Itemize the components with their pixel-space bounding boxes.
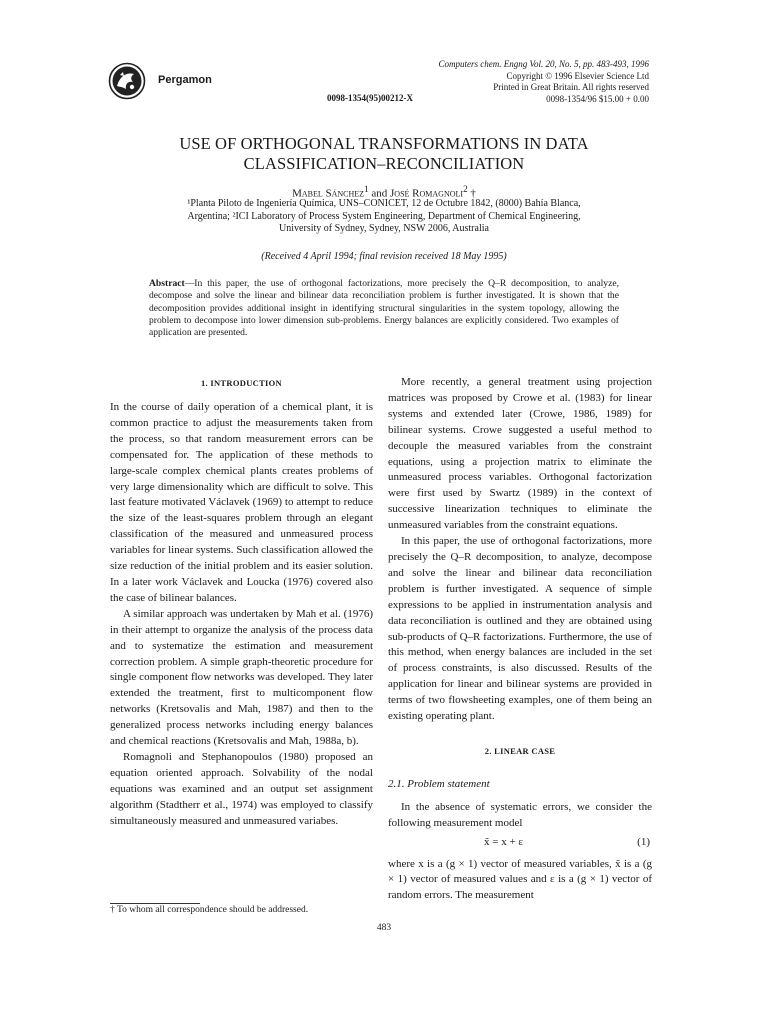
printed-line: Printed in Great Britain. All rights reserved <box>493 82 649 92</box>
title-line: CLASSIFICATION–RECONCILIATION <box>243 154 525 173</box>
author-conjunction: and <box>371 187 388 200</box>
paragraph: More recently, a general treatment using projection matrices was proposed by Crowe et al. (1983) for linear systems and extended later (Crowe, 1986, 1989) for bilinear systems. Crowe suggested a useful method to decouple the measured variables from the constraint equations, using a projection matrix to eliminate the unmeasured process variables. Orthogonal factorization were first used by Swartz (1989) in the context of successive linearization techniques to eliminate the unmeasured variables from the constraint equations. <box>388 376 652 532</box>
publisher-name: Pergamon <box>158 74 212 86</box>
affiliations <box>150 198 618 236</box>
received-dates: (Received 4 April 1994; final revision received 18 May 1995) <box>261 251 507 262</box>
subsection-heading: 2.1. Problem statement <box>388 777 490 790</box>
paragraph: In this paper, the use of orthogonal factorizations, more precisely the Q–R decomposition, to analyze, decompose and solve the linear and bilinear data reconciliation problem is further investigated. A sequence of simple expressions to be applied in instrumentation analysis and data reconciliation is outlined and they are obtained using sub-products of Q–R factorizations. Furthermore, the use of this method, when energy balances are included in the set of process constraints, is also discussed. Results of the application for linear and bilinear systems are provided in terms of two flowsheeting examples, one of them being an existing operating plant. <box>388 535 652 723</box>
right-column <box>388 375 652 904</box>
abstract-text: —In this paper, the use of orthogonal factorizations, more precisely the Q–R decomposition, to analyze, decompose and solve the linear and bilinear data reconciliation problem is further investigated. It is shown that the decomposition provides additional insight in identifying structural singularities in the system topology, allowing the problem to decompose into lower dimension sub-problems. Energy balances are explicitly considered. Two examples of application are presented. <box>149 278 619 339</box>
abstract-label: Abstract <box>149 278 185 289</box>
copyright-line: Copyright © 1996 Elsevier Science Ltd <box>506 70 649 81</box>
journal-info <box>439 59 650 105</box>
affiliation-line: University of Sydney, Sydney, NSW 2006, Australia <box>279 223 489 234</box>
affiliation-line: ¹Planta Piloto de Ingeniería Química, UNS–CONICET, 12 de Octubre 1842, (8000) Bahía Blanca, <box>187 198 581 209</box>
section-heading: 1. INTRODUCTION <box>200 378 282 388</box>
title-line: USE OF ORTHOGONAL TRANSFORMATIONS IN DATA <box>179 134 589 153</box>
equation <box>388 835 652 852</box>
paragraph: In the absence of systematic errors, we consider the following measurement model <box>388 800 652 829</box>
paper-title <box>100 134 668 174</box>
publisher-logo <box>108 62 146 100</box>
section-heading: 2. LINEAR CASE <box>484 745 556 756</box>
left-column <box>110 400 373 829</box>
page-number: 483 <box>376 923 392 933</box>
affiliation-line: Argentina; ²ICI Laboratory of Process System Engineering, Department of Chemical Engineering, <box>187 210 581 222</box>
author-name: Mabel Sánchez <box>292 187 365 200</box>
paragraph: A similar approach was undertaken by Mah et al. (1976) in their attempt to organize the analysis of the process data and to systematize the estimation and measurement correction problem. A simple graph-theoretic procedure for single component flow networks was developed. They later extended the treatment, first to multicomponent flow networks (Kretsovalis and Mah, 1987) and then to the generalized process networks including energy balances and chemical reactions (Kretsovalis and Mah, 1988a, b). <box>110 607 373 748</box>
paragraph: In the course of daily operation of a chemical plant, it is common practice to adjust the measurements taken from the process, so that random measurement errors can be compensated for. The application of these methods to large-scale complex chemical plants creates problems of very large dimensionality which are difficult to solve. This last feature motivated Václavek (1969) to attempt to reduce the size of the least-squares problem through an elegant classification of the measured and unmeasured process variables for linear systems. Such classification allowed the size reduction of the initial problem and its easier solution. In a later work Václavek and Loucka (1976) covered also the case of bilinear balances. <box>110 401 373 604</box>
correspondence-dagger: † <box>470 187 476 200</box>
footnote-rule <box>110 903 200 904</box>
footnote: † To whom all correspondence should be addressed. <box>110 905 309 915</box>
equation-body: x̃ = x + ε <box>484 835 524 848</box>
journal-citation: Computers chem. Engng Vol. 20, No. 5, pp. 483-493, 1996 <box>438 59 649 69</box>
paragraph: Romagnoli and Stephanopoulos (1980) proposed an equation oriented approach. Solvability of the nodal equations was examined and an output set assignment algorithm (Stadtherr et al., 1974) was employed to classify simultaneously measured and unmeasured variabes. <box>110 750 373 827</box>
abstract <box>149 278 619 339</box>
equation-number: (1) <box>637 835 650 848</box>
affiliation-mark: 1 <box>364 184 369 194</box>
price-line: 0098-1354/96 $15.00 + 0.00 <box>546 93 649 104</box>
author-name: José Romagnoli <box>390 187 464 200</box>
paragraph: where x is a (g × 1) vector of measured variables, x̃ is a (g × 1) vector of measured values and ε is a (g × 1) vector of random errors. The measurement <box>388 857 652 902</box>
article-code: 0098-1354(95)00212-X <box>327 93 413 103</box>
affiliation-mark: 2 <box>463 184 468 194</box>
